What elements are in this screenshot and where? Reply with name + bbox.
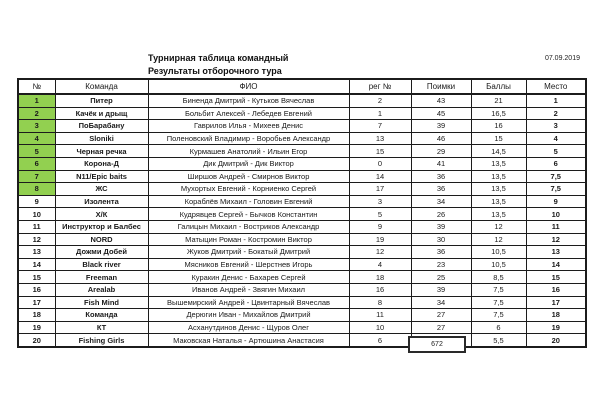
cell-reg: 18 [349,271,411,284]
cell-reg: 16 [349,283,411,296]
table-row [18,120,586,133]
cell-num: 13 [18,246,55,259]
table-row [18,321,586,334]
cell-num: 15 [18,271,55,284]
cell-catches: 36 [411,170,471,183]
cell-points: 12 [471,233,526,246]
cell-place: 10 [526,208,586,221]
cell-catches: 29 [411,145,471,158]
cell-place: 7,5 [526,183,586,196]
cell-points: 5,5 [471,334,526,347]
cell-place: 19 [526,321,586,334]
table-row [18,157,586,170]
cell-num: 14 [18,258,55,271]
cell-points: 10,5 [471,258,526,271]
cell-catches: 26 [411,208,471,221]
cell-num: 4 [18,132,55,145]
cell-catches: 34 [411,195,471,208]
cell-place: 1 [526,94,586,107]
column-header-5: Баллы [471,79,526,94]
cell-fio: Гаврилов Илья - Михеев Денис [148,120,349,133]
cell-points: 7,5 [471,283,526,296]
results-table [17,78,587,348]
table-row [18,309,586,322]
cell-reg: 10 [349,321,411,334]
cell-team: Arealab [55,283,148,296]
cell-fio: Мясников Евгений - Шерстнев Игорь [148,258,349,271]
title-line-1: Турнирная таблица командный [148,53,289,63]
table-row [18,296,586,309]
cell-fio: Матыцин Роман - Костромин Виктор [148,233,349,246]
cell-points: 13,5 [471,170,526,183]
column-header-0: № [18,79,55,94]
table-row [18,145,586,158]
table-body [18,94,586,347]
cell-num: 18 [18,309,55,322]
cell-fio: Курмашев Анатолий - Ильин Егор [148,145,349,158]
cell-points: 12 [471,220,526,233]
cell-catches: 30 [411,233,471,246]
cell-num: 8 [18,183,55,196]
cell-points: 16,5 [471,107,526,120]
cell-team: КТ [55,321,148,334]
cell-points: 14,5 [471,145,526,158]
cell-fio: Дерюгин Иван - Михайлов Дмитрий [148,309,349,322]
cell-reg: 3 [349,195,411,208]
cell-place: 14 [526,258,586,271]
cell-num: 7 [18,170,55,183]
cell-place: 11 [526,220,586,233]
cell-num: 19 [18,321,55,334]
cell-place: 7,5 [526,170,586,183]
cell-num: 17 [18,296,55,309]
cell-catches: 46 [411,132,471,145]
cell-place: 17 [526,296,586,309]
cell-reg: 9 [349,220,411,233]
cell-catches: 27 [411,321,471,334]
table-row [18,334,586,347]
cell-points: 8,5 [471,271,526,284]
cell-reg: 12 [349,246,411,259]
cell-points: 7,5 [471,309,526,322]
cell-reg: 1 [349,107,411,120]
cell-num: 20 [18,334,55,347]
cell-points: 21 [471,94,526,107]
title-line-2: Результаты отборочного тура [148,66,282,76]
cell-place: 3 [526,120,586,133]
cell-fio: Жуков Дмитрий - Бокатый Дмитрий [148,246,349,259]
column-header-4: Поимки [411,79,471,94]
cell-reg: 4 [349,258,411,271]
cell-fio: Куракин Денис - Бахарев Сергей [148,271,349,284]
cell-fio: Асханутдинов Денис - Щуров Олег [148,321,349,334]
cell-reg: 2 [349,94,411,107]
cell-team: Питер [55,94,148,107]
cell-reg: 0 [349,157,411,170]
cell-num: 1 [18,94,55,107]
cell-fio: Биненда Дмитрий - Кутьков Вячеслав [148,94,349,107]
cell-reg: 17 [349,183,411,196]
cell-catches: 36 [411,246,471,259]
cell-fio: Ширшов Андрей - Смирнов Виктор [148,170,349,183]
column-header-1: Команда [55,79,148,94]
cell-team: Freeman [55,271,148,284]
table-row [18,271,586,284]
cell-reg: 19 [349,233,411,246]
column-header-6: Место [526,79,586,94]
cell-team: ПоБарабану [55,120,148,133]
cell-reg: 15 [349,145,411,158]
cell-team: Black river [55,258,148,271]
cell-fio: Вышемирский Андрей - Цвинтарный Вячеслав [148,296,349,309]
cell-catches: 45 [411,107,471,120]
cell-fio: Дик Дмитрий - Дик Виктор [148,157,349,170]
cell-num: 2 [18,107,55,120]
cell-fio: Кораблёв Михаил - Головин Евгений [148,195,349,208]
table-row [18,183,586,196]
cell-points: 16 [471,120,526,133]
cell-num: 6 [18,157,55,170]
cell-catches: 39 [411,283,471,296]
cell-place: 4 [526,132,586,145]
cell-num: 16 [18,283,55,296]
cell-place: 16 [526,283,586,296]
cell-points: 13,5 [471,195,526,208]
cell-team: Изолента [55,195,148,208]
cell-team: Fishing Girls [55,334,148,347]
cell-team: ЖС [55,183,148,196]
cell-catches: 25 [411,271,471,284]
cell-reg: 5 [349,208,411,221]
cell-reg: 14 [349,170,411,183]
column-header-3: рег № [349,79,411,94]
table-row [18,195,586,208]
cell-num: 5 [18,145,55,158]
cell-points: 13,5 [471,157,526,170]
cell-reg: 13 [349,132,411,145]
cell-team: Инструктор и Балбес [55,220,148,233]
cell-team: Дожми Добей [55,246,148,259]
cell-points: 15 [471,132,526,145]
cell-fio: Кудрявцев Сергей - Бычков Константин [148,208,349,221]
document-date: 07.09.2019 [544,55,580,62]
cell-catches: 39 [411,120,471,133]
cell-team: Х/К [55,208,148,221]
column-header-2: ФИО [148,79,349,94]
cell-place: 5 [526,145,586,158]
cell-team: NORD [55,233,148,246]
cell-place: 18 [526,309,586,322]
total-box: 672 [408,336,466,353]
cell-fio: Маковская Наталья - Артюшина Анастасия [148,334,349,347]
cell-num: 3 [18,120,55,133]
cell-fio: Иванов Андрей - Звягин Михаил [148,283,349,296]
cell-fio: Мухортых Евгений - Корниенко Сергей [148,183,349,196]
cell-place: 9 [526,195,586,208]
cell-fio: Поленовский Владимир - Воробьев Александр [148,132,349,145]
cell-reg: 8 [349,296,411,309]
table-row [18,132,586,145]
cell-reg: 11 [349,309,411,322]
cell-reg: 7 [349,120,411,133]
cell-place: 13 [526,246,586,259]
cell-fio: Больбит Алексей - Лебедев Евгений [148,107,349,120]
cell-team: Качёк и дрыщ [55,107,148,120]
cell-team: Корона-Д [55,157,148,170]
cell-num: 10 [18,208,55,221]
cell-fio: Галицын Михаил - Востриков Александр [148,220,349,233]
cell-place: 20 [526,334,586,347]
cell-team: Черная речка [55,145,148,158]
table-row [18,233,586,246]
table-row [18,107,586,120]
cell-place: 15 [526,271,586,284]
cell-points: 10,5 [471,246,526,259]
cell-points: 13,5 [471,183,526,196]
table-row [18,94,586,107]
table-row [18,208,586,221]
cell-team: N11/Epic baits [55,170,148,183]
cell-num: 11 [18,220,55,233]
cell-place: 2 [526,107,586,120]
table-row [18,283,586,296]
table-row [18,246,586,259]
cell-catches: 43 [411,94,471,107]
cell-points: 7,5 [471,296,526,309]
cell-catches: 23 [411,258,471,271]
document-title [148,52,288,78]
table-row [18,220,586,233]
cell-place: 12 [526,233,586,246]
cell-team: Sloniki [55,132,148,145]
cell-team: Fish Mind [55,296,148,309]
cell-reg: 6 [349,334,411,347]
table-row [18,170,586,183]
cell-team: Команда [55,309,148,322]
cell-num: 9 [18,195,55,208]
cell-points: 6 [471,321,526,334]
table-row [18,258,586,271]
cell-num: 12 [18,233,55,246]
cell-catches: 36 [411,183,471,196]
cell-catches: 41 [411,157,471,170]
cell-place: 6 [526,157,586,170]
cell-catches: 39 [411,220,471,233]
cell-catches: 34 [411,296,471,309]
cell-points: 13,5 [471,208,526,221]
cell-catches: 27 [411,309,471,322]
header-row [18,79,586,94]
